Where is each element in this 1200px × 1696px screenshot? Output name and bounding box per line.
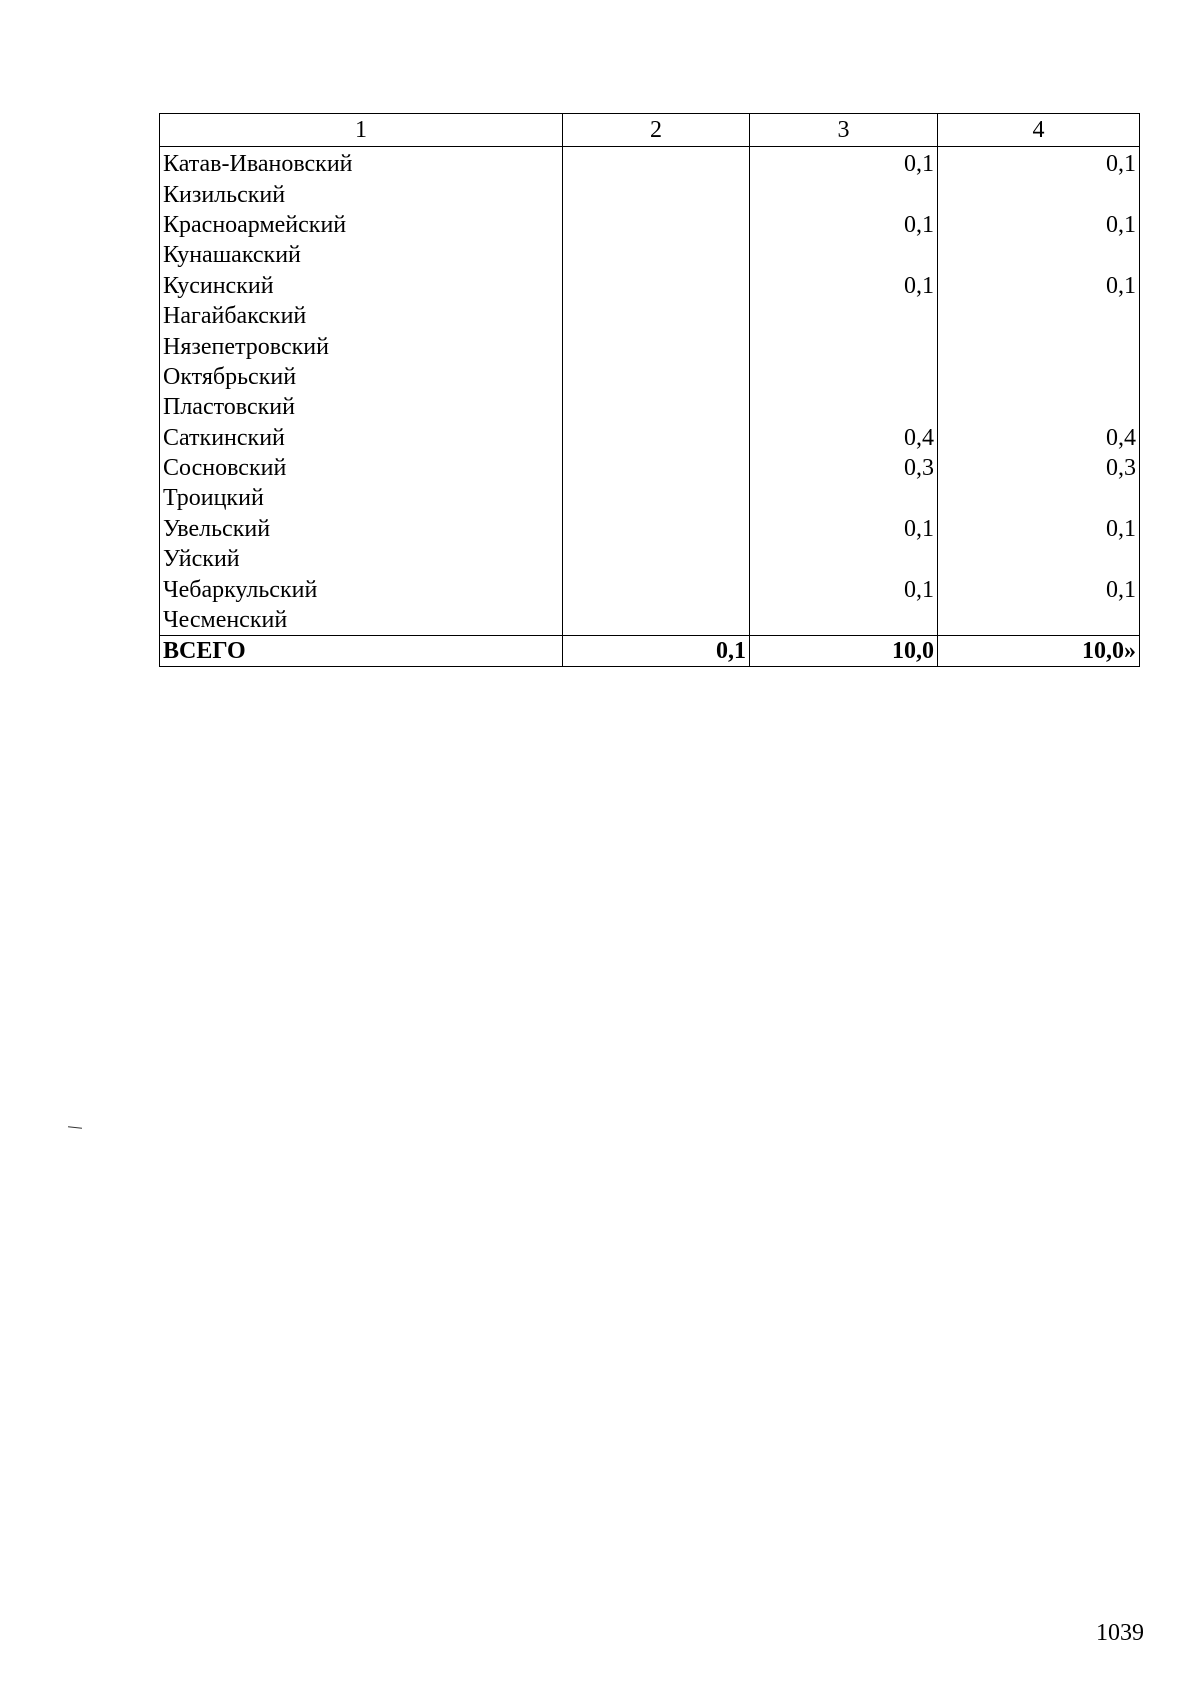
cell-col4	[938, 179, 1140, 209]
cell-col4: 0,4	[938, 423, 1140, 453]
cell-col2	[563, 331, 750, 361]
table-row	[160, 423, 1140, 453]
total-row	[160, 636, 1140, 667]
cell-col2	[563, 301, 750, 331]
column-header-3: 3	[750, 114, 938, 147]
cell-col3	[750, 331, 938, 361]
district-name: Кизильский	[160, 179, 563, 209]
cell-col2	[563, 392, 750, 422]
cell-col3	[750, 605, 938, 636]
cell-col4	[938, 362, 1140, 392]
district-name: Кусинский	[160, 271, 563, 301]
table-row	[160, 392, 1140, 422]
cell-col2	[563, 271, 750, 301]
total-label: ВСЕГО	[160, 636, 563, 667]
district-name: Уйский	[160, 544, 563, 574]
district-name: Кунашакский	[160, 240, 563, 270]
cell-col2	[563, 210, 750, 240]
cell-col4: 0,1	[938, 271, 1140, 301]
district-name: Катав-Ивановский	[160, 147, 563, 180]
cell-col3	[750, 301, 938, 331]
cell-col2	[563, 423, 750, 453]
district-name: Саткинский	[160, 423, 563, 453]
district-name: Пластовский	[160, 392, 563, 422]
table-row	[160, 331, 1140, 361]
cell-col2	[563, 544, 750, 574]
table-row	[160, 362, 1140, 392]
cell-col3: 0,1	[750, 210, 938, 240]
cell-col3: 0,3	[750, 453, 938, 483]
cell-col3	[750, 392, 938, 422]
cell-col4	[938, 331, 1140, 361]
cell-col2	[563, 362, 750, 392]
district-name: Увельский	[160, 514, 563, 544]
data-table	[159, 113, 1140, 667]
cell-col4: 0,1	[938, 514, 1140, 544]
cell-col3: 0,1	[750, 147, 938, 180]
district-name: Нагайбакский	[160, 301, 563, 331]
cell-col2	[563, 179, 750, 209]
district-name: Чебаркульский	[160, 574, 563, 604]
table-row	[160, 605, 1140, 636]
cell-col2	[563, 240, 750, 270]
district-name: Чесменский	[160, 605, 563, 636]
cell-col4: 0,1	[938, 210, 1140, 240]
table-row	[160, 179, 1140, 209]
cell-col2	[563, 574, 750, 604]
district-name: Красноармейский	[160, 210, 563, 240]
cell-col2	[563, 514, 750, 544]
table-row	[160, 210, 1140, 240]
scan-artifact-mark	[68, 1126, 82, 1128]
district-name: Сосновский	[160, 453, 563, 483]
page-number: 1039	[1096, 1620, 1144, 1646]
column-header-4: 4	[938, 114, 1140, 147]
total-col3: 10,0	[750, 636, 938, 667]
table-row	[160, 240, 1140, 270]
table-row	[160, 301, 1140, 331]
cell-col4	[938, 483, 1140, 513]
district-name: Нязепетровский	[160, 331, 563, 361]
cell-col3	[750, 483, 938, 513]
cell-col3	[750, 362, 938, 392]
cell-col4	[938, 544, 1140, 574]
total-col4: 10,0»	[938, 636, 1140, 667]
table-header-row	[160, 114, 1140, 147]
table-row	[160, 483, 1140, 513]
table-row	[160, 453, 1140, 483]
total-col2: 0,1	[563, 636, 750, 667]
cell-col3: 0,1	[750, 514, 938, 544]
column-header-1: 1	[160, 114, 563, 147]
district-name: Троицкий	[160, 483, 563, 513]
table-body	[160, 147, 1140, 667]
cell-col4: 0,1	[938, 574, 1140, 604]
cell-col2	[563, 605, 750, 636]
cell-col3: 0,1	[750, 271, 938, 301]
district-name: Октябрьский	[160, 362, 563, 392]
cell-col3: 0,1	[750, 574, 938, 604]
column-header-2: 2	[563, 114, 750, 147]
cell-col2	[563, 147, 750, 180]
cell-col4	[938, 240, 1140, 270]
table-row	[160, 574, 1140, 604]
cell-col4: 0,3	[938, 453, 1140, 483]
cell-col4	[938, 392, 1140, 422]
cell-col3	[750, 240, 938, 270]
cell-col3	[750, 544, 938, 574]
cell-col4: 0,1	[938, 147, 1140, 180]
cell-col4	[938, 605, 1140, 636]
cell-col4	[938, 301, 1140, 331]
table-row	[160, 514, 1140, 544]
cell-col2	[563, 453, 750, 483]
cell-col3: 0,4	[750, 423, 938, 453]
table-row	[160, 544, 1140, 574]
cell-col3	[750, 179, 938, 209]
table-row	[160, 147, 1140, 180]
table-row	[160, 271, 1140, 301]
cell-col2	[563, 483, 750, 513]
